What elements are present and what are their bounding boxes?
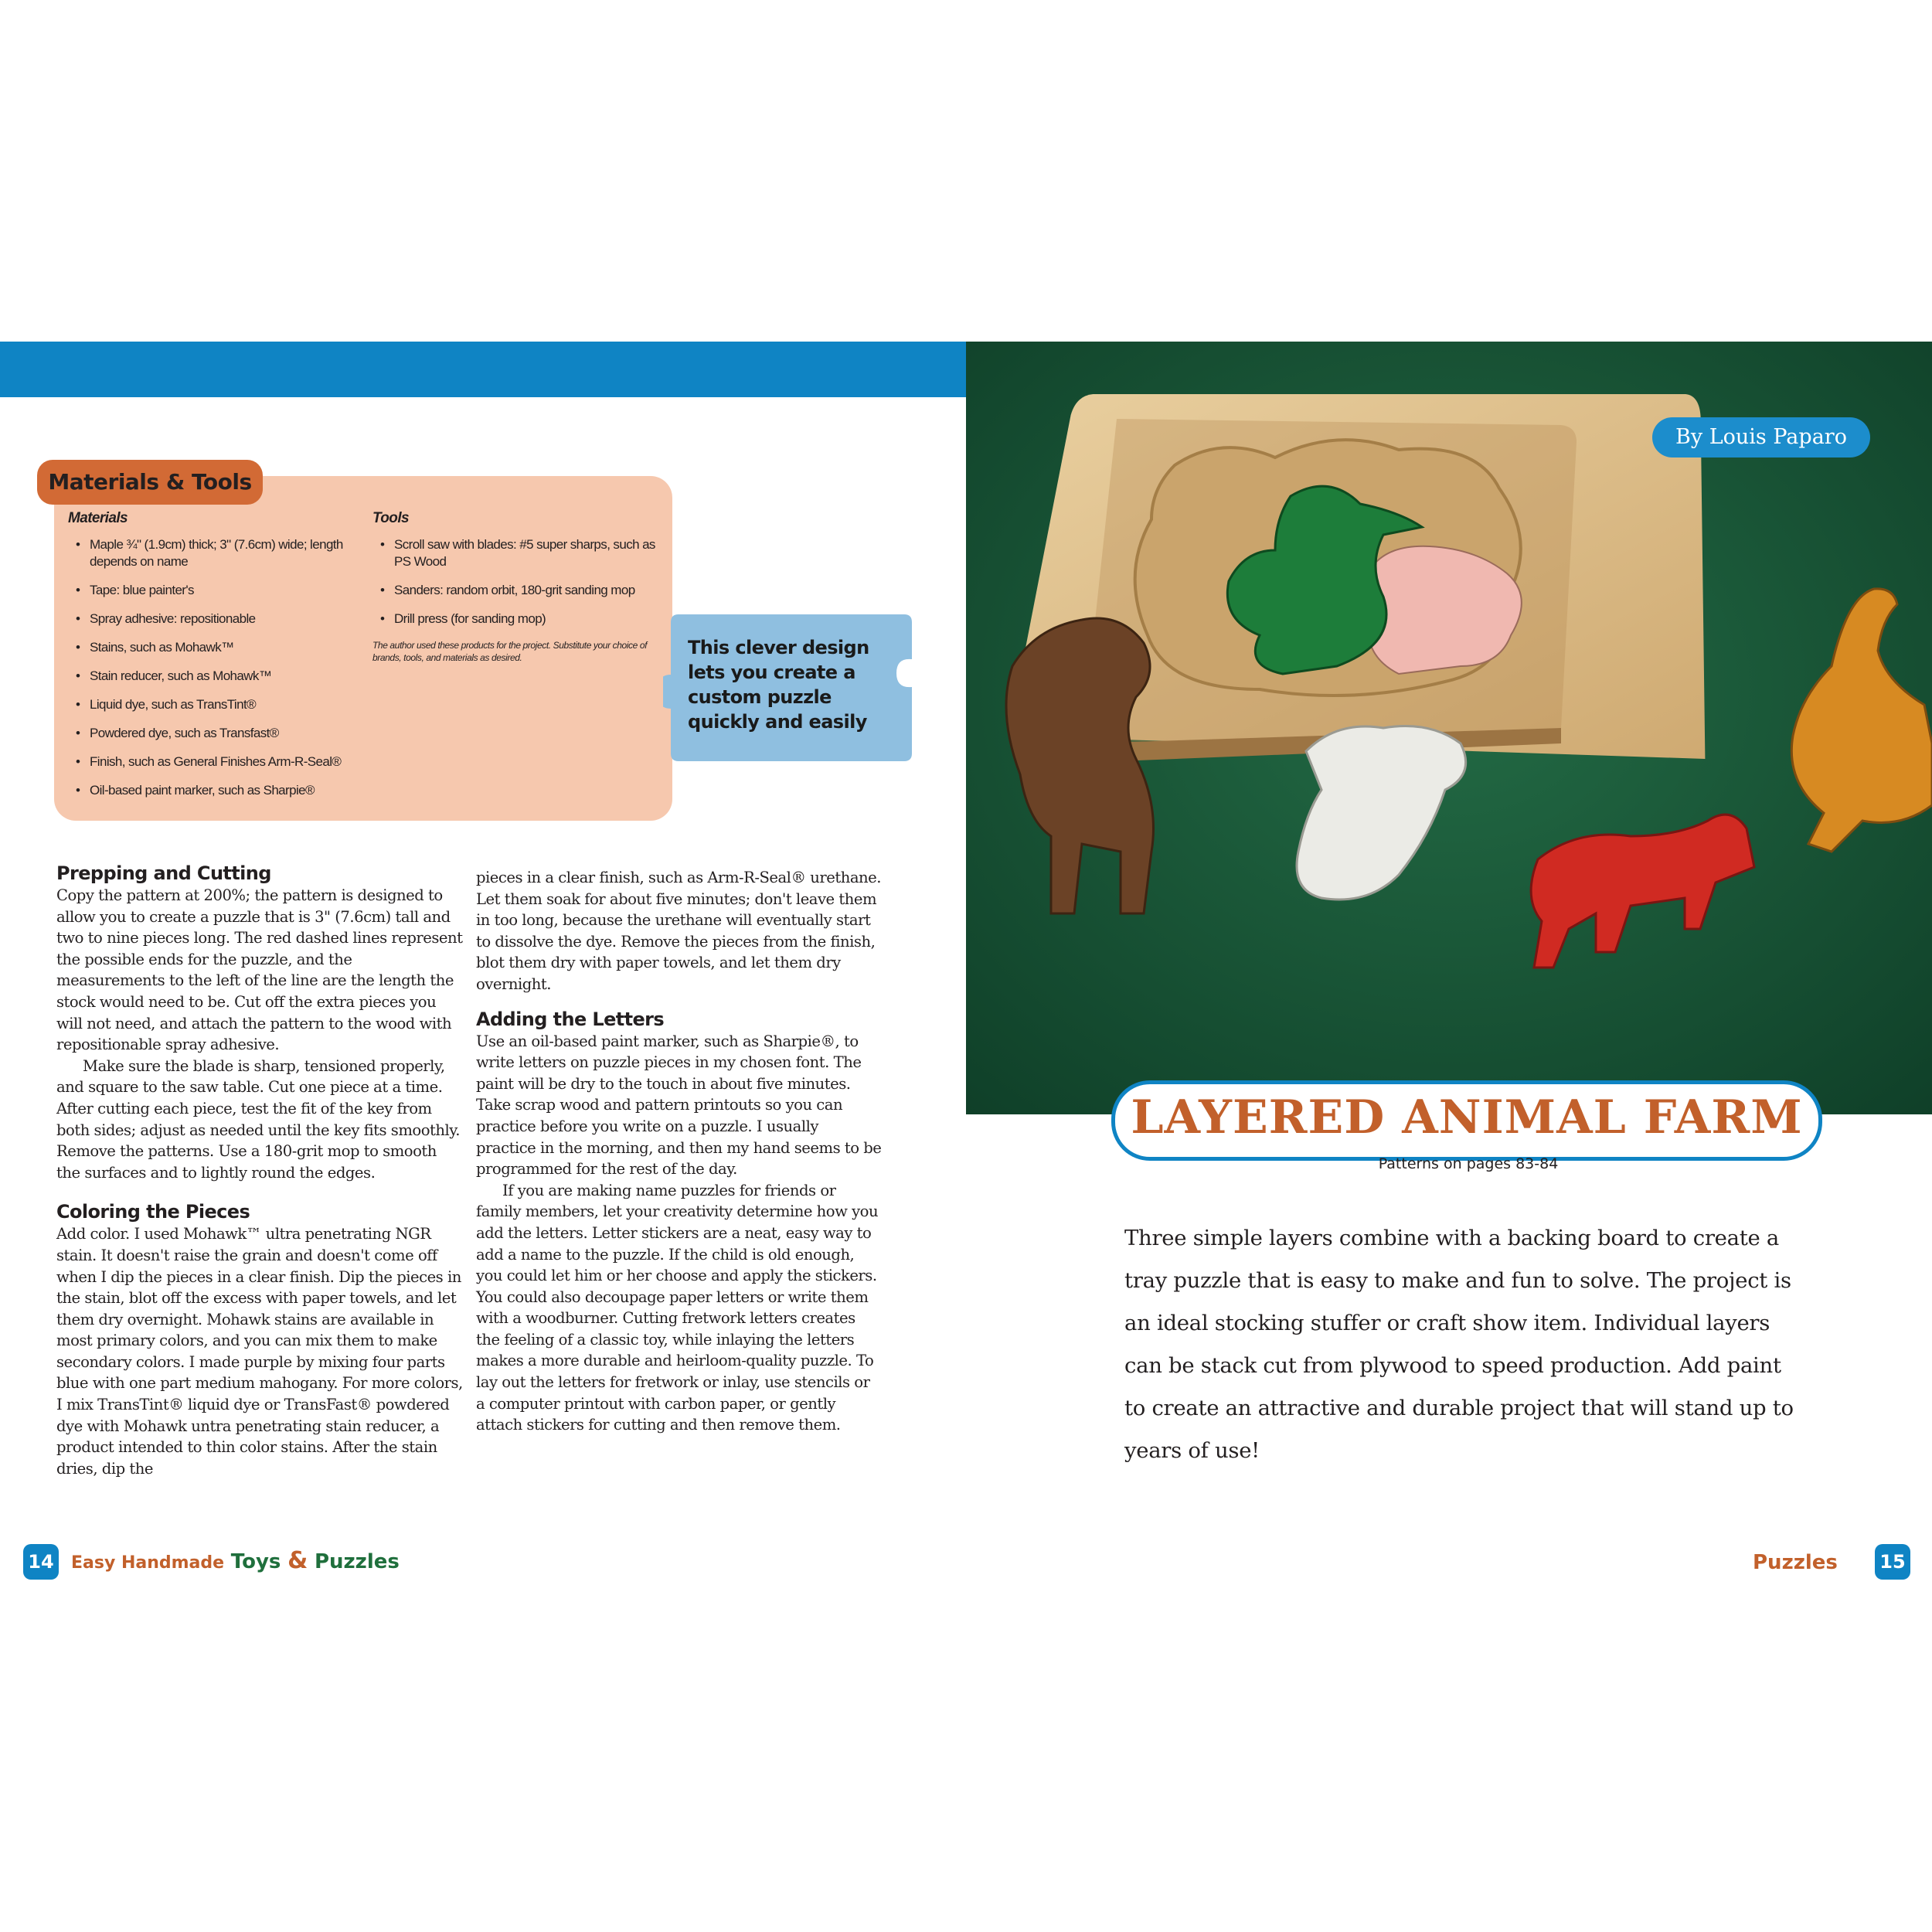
callout-text: This clever design lets you create a custom puzzle quickly and easily xyxy=(688,637,869,733)
letters-paragraph: Use an oil-based paint marker, such as Sharpie®, to write letters on puzzle pieces in my chosen font. The paint will be dry to the touch in about five minutes. Take scrap wood and pattern printouts so you can practice before you write on a puzzle. I usually practice in the morning, and then my hand seems to be programmed for the rest of the day. xyxy=(476,1032,882,1179)
book-title-part: Puzzles xyxy=(314,1550,400,1573)
puzzle-photo xyxy=(966,342,1932,1114)
prepping-paragraph: Copy the pattern at 200%; the pattern is designed to allow you to create a puzzle that is 3" (7.6cm) tall and two to nine pieces long. The red dashed lines represent the possible ends for the puzzle, and the measurements to the left of the line are the length the stock would need to be. Cut off the extra pieces you will not need, and attach the pattern to the wood with repositionable spray adhesive. xyxy=(56,886,463,1054)
tools-item: • Sanders: random orbit, 180-grit sanding mop xyxy=(372,582,658,599)
tools-column xyxy=(372,510,658,664)
book-title-ampersand: & xyxy=(287,1547,308,1574)
materials-item: • Maple ¾" (1.9cm) thick; 3" (7.6cm) wide; length depends on name xyxy=(68,536,362,570)
materials-item: • Liquid dye, such as TransTint® xyxy=(68,696,362,713)
intro-paragraph: Three simple layers combine with a backing board to create a tray puzzle that is easy to make and fun to solve. The project is an ideal stocking stuffer or craft show item. Individual layers can be stack cut from plywood to speed production. Add paint to create an attractive and durable project that will stand up to years of use! xyxy=(1124,1226,1794,1463)
materials-item: • Oil-based paint marker, such as Sharpie® xyxy=(68,782,362,799)
article-column-2 xyxy=(476,867,882,1436)
coloring-heading: Coloring the Pieces xyxy=(56,1201,250,1223)
materials-item: • Stains, such as Mohawk™ xyxy=(68,639,362,656)
letters-paragraph: If you are making name puzzles for friends or family members, let your creativity determine how you add the letters. Letter stickers are a neat, easy way to add a name to the puzzle. If the child is old enough, you could let him or her choose and apply the stickers. You could also decoupage paper letters or write them with a woodburner. Cutting fretwork letters creates the feeling of a classic toy, while inlaying the letters makes a more durable and heirloom-quality puzzle. To lay out the letters for fretwork or inlay, use stencils or a computer printout with carbon paper, or gently attach stickers for cutting and then remove them. xyxy=(476,1181,879,1434)
tools-item: • Drill press (for sanding mop) xyxy=(372,611,658,628)
book-title-footer xyxy=(71,1546,400,1579)
article-column-1 xyxy=(56,862,464,1479)
products-note: The author used these products for the project. Substitute your choice of brands, tools, and materials as desired. xyxy=(372,640,648,663)
materials-column xyxy=(68,510,362,811)
patterns-note: Patterns on pages 83-84 xyxy=(1378,1155,1559,1172)
materials-item: • Spray adhesive: repositionable xyxy=(68,611,362,628)
section-name-footer: Puzzles xyxy=(1753,1551,1838,1574)
materials-tools-title: Materials & Tools xyxy=(37,460,263,505)
tools-list xyxy=(372,536,658,628)
prepping-paragraph: Make sure the blade is sharp, tensioned properly, and square to the saw table. Cut one piece at a time. After cutting each piece, test the fit of the key from both sides; adjust as needed until the key fits smoothly. Remove the patterns. Use a 180-grit mop to smooth the surfaces and to lightly round the edges. xyxy=(56,1056,460,1182)
letters-heading: Adding the Letters xyxy=(476,1008,665,1030)
tools-item: • Scroll saw with blades: #5 super sharps, such as PS Wood xyxy=(372,536,658,570)
project-title: LAYERED ANIMAL FARM xyxy=(1131,1090,1803,1145)
coloring-paragraph: Add color. I used Mohawk™ ultra penetrating NGR stain. It doesn't raise the grain and doesn't come off when I dip the pieces in a clear finish. Dip the pieces in the stain, blot off the excess with paper towels, and let them dry overnight. Mohawk stains are available in most primary colors, and you can mix them to make secondary colors. I made purple by mixing four parts blue with one part medium mahogany. For more colors, I mix TransTint® liquid dye or TransFast® powdered dye with Mohawk untra penetrating stain reducer, a product intended to thin color stains. After the stain dries, dip the xyxy=(56,1225,463,1478)
coloring-paragraph-continued: pieces in a clear finish, such as Arm-R-Seal® urethane. Let them soak for about five minutes; don't leave them in too long, because the urethane will eventually start to dissolve the dye. Remove the pieces from the finish, blot them dry with paper towels, and let them dry overnight. xyxy=(476,869,881,993)
page-number-right: 15 xyxy=(1875,1544,1910,1580)
book-title-part: Toys xyxy=(230,1550,281,1573)
materials-item: • Powdered dye, such as Transfast® xyxy=(68,725,362,742)
materials-item: • Finish, such as General Finishes Arm-R-Seal® xyxy=(68,753,362,770)
tools-heading: Tools xyxy=(372,510,409,526)
prepping-heading: Prepping and Cutting xyxy=(56,862,271,884)
materials-heading: Materials xyxy=(68,510,128,526)
header-color-band xyxy=(0,342,966,397)
book-title-part: Easy Handmade xyxy=(71,1553,225,1573)
author-byline: By Louis Paparo xyxy=(1652,417,1870,457)
page-number-left: 14 xyxy=(23,1544,59,1580)
materials-list xyxy=(68,536,362,799)
materials-item: • Stain reducer, such as Mohawk™ xyxy=(68,668,362,685)
materials-item: • Tape: blue painter's xyxy=(68,582,362,599)
